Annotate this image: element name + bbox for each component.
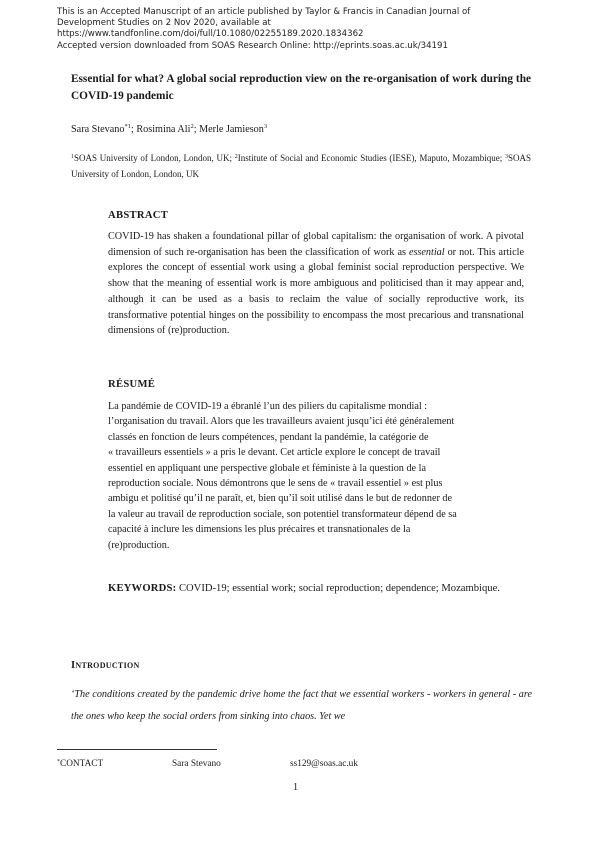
footnote-marker: *: [57, 759, 60, 765]
resume-text: [108, 399, 524, 553]
footnote-label: CONTACT: [60, 759, 104, 769]
footnote-contact-name: Sara Stevano: [172, 759, 221, 769]
footnote: [57, 759, 457, 769]
notice-line: This is an Accepted Manuscript of an article published by Taylor & Francis in Canadian Journal of: [57, 7, 471, 17]
author-affiliation-marker: 3: [263, 123, 268, 130]
accepted-manuscript-notice: [57, 7, 557, 52]
affiliation-marker: 3: [505, 154, 508, 160]
abstract-emphasis: essential: [408, 246, 445, 258]
abstract-text: [108, 229, 524, 339]
affiliation-text: SOAS University of London, London, UK;: [74, 153, 235, 163]
resume-line: capacité à inclure les dimensions les plus précaires et transnationales de la: [108, 524, 411, 536]
author-affiliation-marker: *1: [124, 123, 131, 130]
resume-line: reproduction sociale. Nous démontrons que le sens de « travail essentiel » est plus: [108, 478, 443, 490]
affiliations: [71, 149, 531, 182]
resume-line: l’organisation du travail. Alors que les travailleurs avaient jusqu’ici été généralement: [108, 416, 455, 428]
abstract-section: [108, 210, 524, 339]
author-list: [71, 123, 531, 135]
notice-link[interactable]: https://www.tandfonline.com/doi/full/10.1080/02255189.2020.1834362: [57, 29, 364, 40]
introduction-quote: ‘The conditions created by the pandemic drive home the fact that we essential workers - workers in general - are the ones who keep the social orders from sinking into chaos. Yet we: [71, 689, 532, 722]
footnote-email[interactable]: ss129@soas.ac.uk: [290, 759, 358, 769]
keywords-text: COVID-19; essential work; social reproduction; dependence; Mozambique.: [176, 583, 500, 594]
author-name: Sara Stevano: [71, 124, 125, 135]
resume-line: « travailleurs essentiels » a pris le devant. Cet article explore le concept de travail: [108, 447, 441, 459]
author-name: Merle Jamieson: [199, 124, 264, 135]
affiliation-marker: 1: [71, 154, 74, 160]
author-separator: ;: [130, 124, 137, 135]
notice-line: Accepted version downloaded from SOAS Research Online: http://eprints.soas.ac.uk/34191: [57, 40, 448, 51]
resume-line: La pandémie de COVID-19 a ébranlé l’un des piliers du capitalisme mondial :: [108, 401, 428, 412]
introduction-heading: [71, 660, 140, 671]
author-separator: ;: [193, 124, 200, 135]
introduction-heading-rest: NTRODUCTION: [75, 661, 140, 670]
resume-line: essentiel en appliquant une perspective globale et féministe à la question de la: [108, 462, 426, 474]
page-number: 1: [293, 782, 299, 793]
footnote-divider: [57, 749, 217, 750]
keywords-label: KEYWORDS:: [108, 583, 177, 594]
affiliation-text: Institute of Social and Economic Studies (IESE), Maputo, Mozambique;: [237, 153, 505, 163]
author-affiliation-marker: 2: [190, 123, 194, 130]
abstract-text-part: or not. This article explores the concept of essential work using a global feminist social reproduction perspective. We show that the meaning of essential work is more ambiguous and politicised than it may appear and, although it can be used as a basis to reclaim the value of socially reproductive work, its transformative potential hinges on the possibility to encompass the most precarious and transnational dimensions of (re)production.: [108, 246, 524, 337]
affiliation-text: SOAS University of London, London, UK: [71, 153, 532, 179]
affiliation-marker: 2: [234, 154, 238, 160]
paper-title: Essential for what? A global social reproduction view on the re-organisation of work during the COVID-19 pandemic: [71, 73, 531, 102]
resume-line: la valeur au travail de reproduction sociale, son potentiel transformateur dépend de sa: [108, 508, 457, 520]
resume-line: ambigu et politisé qu’il ne paraît, et, bien qu’il soit utilisé dans le but de redonner de: [108, 493, 453, 505]
resume-section: [108, 379, 524, 553]
resume-line: classés en fonction de leurs compétences, pendant la pandémie, la catégorie de: [108, 431, 429, 443]
keywords: [108, 579, 524, 599]
notice-line: Development Studies on 2 Nov 2020, available at: [57, 18, 271, 29]
abstract-text-part: COVID-19 has shaken a foundational pillar of global capitalism: the organisation of work. A pivotal dimension of such re-organisation has been the classification of work as: [108, 231, 524, 258]
introduction-heading-initial: I: [71, 660, 76, 671]
resume-heading: RÉSUMÉ: [108, 379, 156, 390]
author-name: Rosimina Ali: [136, 124, 191, 135]
resume-line: (re)production.: [108, 539, 170, 551]
abstract-heading: ABSTRACT: [108, 210, 169, 221]
